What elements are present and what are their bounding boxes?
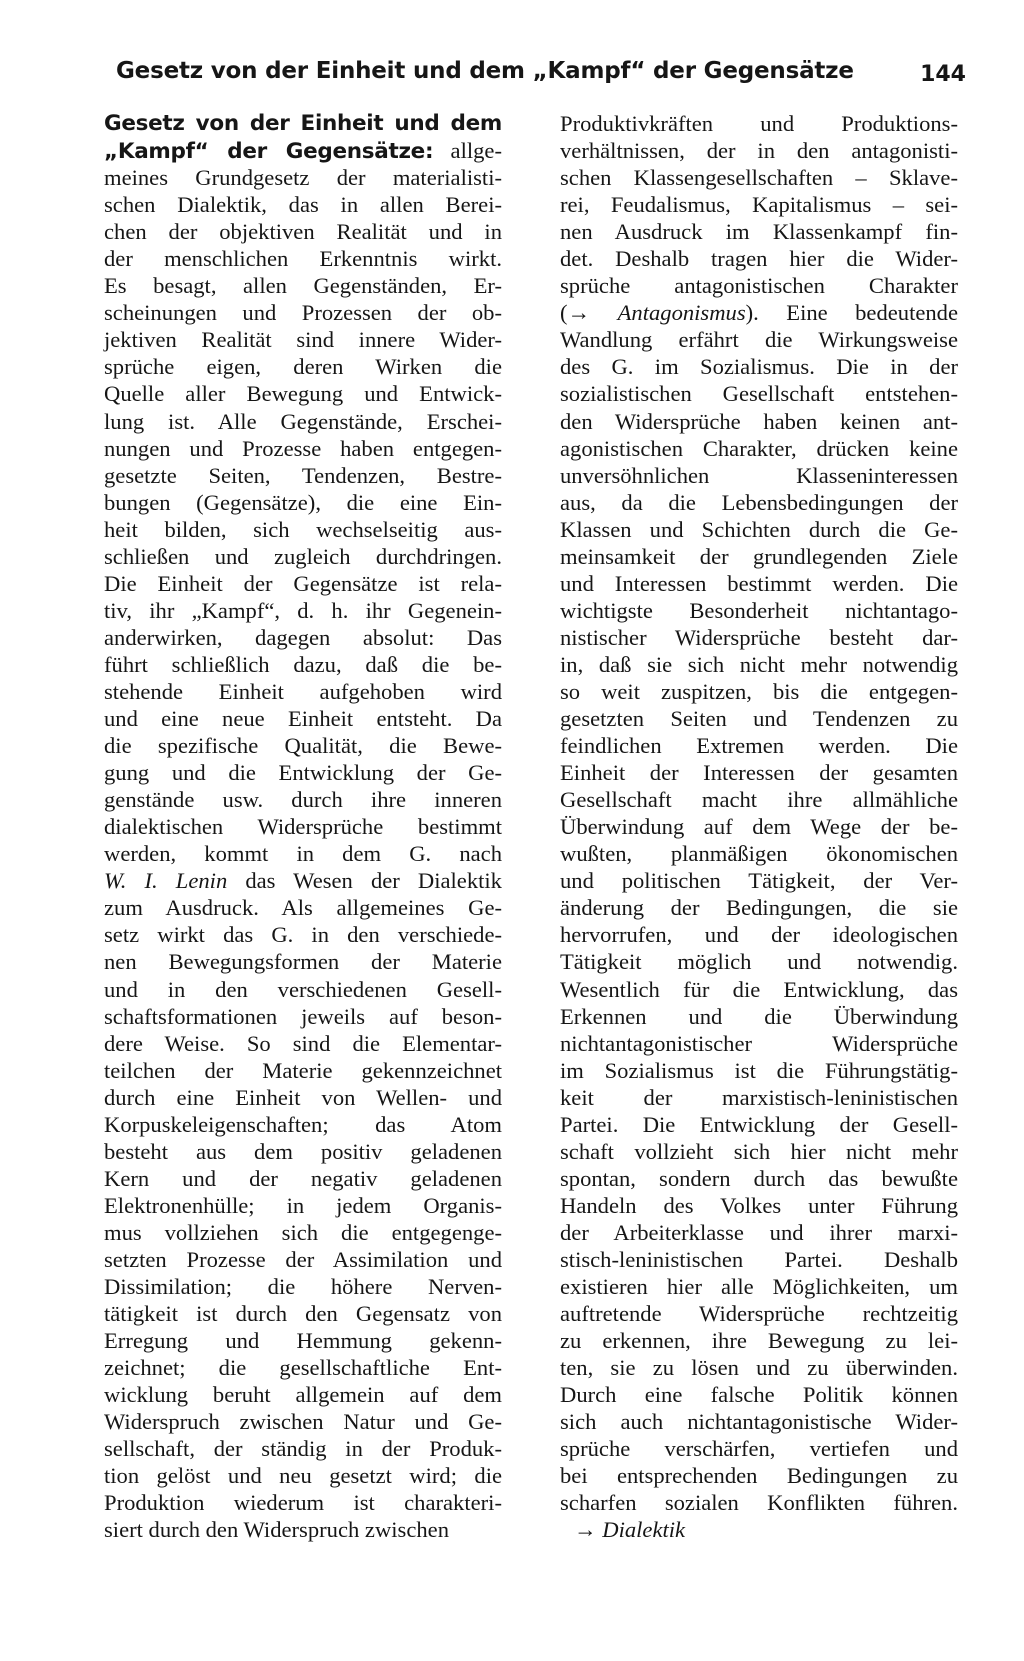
text-line: zum Ausdruck. Als allgemeines Ge- bbox=[104, 895, 502, 921]
text-line: des G. im Sozialismus. Die in der bbox=[560, 354, 958, 380]
cross-reference-antagonismus[interactable]: Antagonismus bbox=[617, 300, 746, 326]
text-line: nen Ausdruck im Klassenkampf fin- bbox=[560, 219, 958, 245]
text-line: setzten Prozesse der Assimilation und bbox=[104, 1246, 502, 1272]
text-line: die spezifische Qualität, die Bewe- bbox=[104, 733, 502, 759]
text-line: heit bilden, sich wechselseitig aus- bbox=[104, 516, 502, 542]
text-line: dialektischen Widersprüche bestimmt bbox=[104, 814, 502, 840]
text-line: keit der marxistisch-leninistischen bbox=[560, 1084, 958, 1110]
running-head-title: Gesetz von der Einheit und dem „Kampf“ der Gegensätze bbox=[116, 58, 854, 84]
open-paren: ( bbox=[560, 300, 568, 326]
text-line: und eine neue Einheit entsteht. Da bbox=[104, 706, 502, 732]
text-line: führt schließlich dazu, daß die be- bbox=[104, 651, 502, 677]
text-line: Partei. Die Entwicklung der Gesell- bbox=[560, 1111, 958, 1137]
text-line: scharfen sozialen Konflikten führen. bbox=[560, 1490, 958, 1516]
text-line: meinsamkeit der grundlegenden Ziele bbox=[560, 543, 958, 569]
text-line: Erkennen und die Überwindung bbox=[560, 1003, 958, 1029]
headword-line-2: „Kampf“ der Gegensätze: bbox=[104, 139, 434, 165]
text-line: jektiven Realität sind innere Wider- bbox=[104, 327, 502, 353]
text-line: auftretende Widersprüche rechtzeitig bbox=[560, 1301, 958, 1327]
text-line: Dissimilation; die höhere Nerven- bbox=[104, 1274, 502, 1300]
text-line: Einheit der Interessen der gesamten bbox=[560, 760, 958, 786]
text-line: änderung der Bedingungen, die sie bbox=[560, 895, 958, 921]
text-line: setz wirkt das G. in den verschiede- bbox=[104, 922, 502, 948]
text-line: Überwindung auf dem Wege der be- bbox=[560, 814, 958, 840]
text-line bbox=[104, 137, 502, 164]
text-line: Es besagt, allen Gegenständen, Er- bbox=[104, 273, 502, 299]
text-line: und Interessen bestimmt werden. Die bbox=[560, 570, 958, 596]
text-line: tiv, ihr „Kampf“, d. h. ihr Gegenein- bbox=[104, 597, 502, 623]
text-line: und in den verschiedenen Gesell- bbox=[104, 976, 502, 1002]
text-line: sozialistischen Gesellschaft entstehen- bbox=[560, 381, 958, 407]
text-line: Klassen und Schichten durch die Ge- bbox=[560, 516, 958, 542]
text-line: zeichnet; die gesellschaftliche Ent- bbox=[104, 1355, 502, 1381]
text-line: sich auch nichtantagonistische Wider- bbox=[560, 1409, 958, 1435]
text-line: stisch-leninistischen Partei. Deshalb bbox=[560, 1246, 958, 1272]
text-line: Widerspruch zwischen Natur und Ge- bbox=[104, 1409, 502, 1435]
text-line: gesetzten Seiten und Tendenzen zu bbox=[560, 706, 958, 732]
text-line: werden, kommt in dem G. nach bbox=[104, 841, 502, 867]
text-line: und politischen Tätigkeit, der Ver- bbox=[560, 868, 958, 894]
text-line: genstände usw. durch ihre inneren bbox=[104, 787, 502, 813]
text-line: Produktion wiederum ist charakteri- bbox=[104, 1490, 502, 1516]
see-also-line bbox=[560, 1516, 958, 1543]
text-line: Quelle aller Bewegung und Entwick- bbox=[104, 381, 502, 407]
text-line: schen Klassengesellschaften – Sklave- bbox=[560, 165, 958, 191]
text-line: dere Weise. So sind die Elementar- bbox=[104, 1030, 502, 1056]
text-line: det. Deshalb tragen hier die Wider- bbox=[560, 246, 958, 272]
text-line: zu erkennen, ihre Bewegung zu lei- bbox=[560, 1328, 958, 1354]
text-line: der menschlichen Erkenntnis wirkt. bbox=[104, 246, 502, 272]
text-line: tätigkeit ist durch den Gegensatz von bbox=[104, 1301, 502, 1327]
text-line: Kern und der negativ geladenen bbox=[104, 1165, 502, 1191]
text-line: Wandlung erfährt die Wirkungsweise bbox=[560, 327, 958, 353]
text-line: wicklung beruht allgemein auf dem bbox=[104, 1382, 502, 1408]
text-line: nichtantagonistischer Widersprüche bbox=[560, 1030, 958, 1056]
text-line: gung und die Entwicklung der Ge- bbox=[104, 760, 502, 786]
text-line: Die Einheit der Gegensätze ist rela- bbox=[104, 570, 502, 596]
text-line: Durch eine falsche Politik können bbox=[560, 1382, 958, 1408]
text-line: in, daß sie sich nicht mehr notwendig bbox=[560, 651, 958, 677]
text-line: aus, da die Lebensbedingungen der bbox=[560, 489, 958, 515]
see-also-arrow-icon: → bbox=[574, 1517, 597, 1543]
text-line: sprüche antagonistischen Charakter bbox=[560, 273, 958, 299]
text-line: durch eine Einheit von Wellen- und bbox=[104, 1084, 502, 1110]
text-line: feindlichen Extremen werden. Die bbox=[560, 733, 958, 759]
text-line bbox=[104, 867, 502, 894]
text-line: Handeln des Volkes unter Führung bbox=[560, 1192, 958, 1218]
text-line: im Sozialismus ist die Führungstätig- bbox=[560, 1057, 958, 1083]
cross-reference-arrow-icon: → bbox=[567, 300, 591, 326]
text-line: bungen (Gegensätze), die eine Ein- bbox=[104, 489, 502, 515]
text-line: Gesellschaft macht ihre allmähliche bbox=[560, 787, 958, 813]
text-line: nen Bewegungsformen der Materie bbox=[104, 949, 502, 975]
text-line: Erregung und Hemmung gekenn- bbox=[104, 1328, 502, 1354]
text-line: Produktivkräften und Produktions- bbox=[560, 111, 958, 136]
text-line: Korpuskeleigenschaften; das Atom bbox=[104, 1111, 502, 1137]
text-line: Elektronenhülle; in jedem Organis- bbox=[104, 1192, 502, 1218]
text-line: schließen und zugleich durchdringen. bbox=[104, 543, 502, 569]
text-line: ten, sie zu lösen und zu überwinden. bbox=[560, 1355, 958, 1381]
text-line: bei entsprechenden Bedingungen zu bbox=[560, 1463, 958, 1489]
text-line: wichtigste Besonderheit nichtantago- bbox=[560, 597, 958, 623]
text-line: den Widersprüche haben keinen ant- bbox=[560, 408, 958, 434]
running-header bbox=[116, 58, 966, 98]
text-line: stehende Einheit aufgehoben wird bbox=[104, 678, 502, 704]
text-line: sprüche verschärfen, vertiefen und bbox=[560, 1436, 958, 1462]
text-line: so weit zuspitzen, bis die entgegen- bbox=[560, 678, 958, 704]
text-line: mus vollziehen sich die entgegenge- bbox=[104, 1219, 502, 1245]
text-line: der Arbeiterklasse und ihrer marxi- bbox=[560, 1219, 958, 1245]
text-line: wußten, planmäßigen ökonomischen bbox=[560, 841, 958, 867]
text-line: gesetzte Seiten, Tendenzen, Bestre- bbox=[104, 462, 502, 488]
page-number: 144 bbox=[920, 62, 966, 87]
text-fragment: das Wesen der Dialektik bbox=[245, 868, 502, 894]
text-line: verhältnissen, der in den antagonisti- bbox=[560, 138, 958, 164]
text-line: tion gelöst und neu gesetzt wird; die bbox=[104, 1463, 502, 1489]
text-line: scheinungen und Prozessen der ob- bbox=[104, 300, 502, 326]
right-column bbox=[560, 110, 958, 1543]
text-line: meines Grundgesetz der materialisti- bbox=[104, 165, 502, 191]
text-line: sellschaft, der ständig in der Produk- bbox=[104, 1436, 502, 1462]
text-line: unversöhnlichen Klasseninteressen bbox=[560, 462, 958, 488]
text-line: anderwirken, dagegen absolut: Das bbox=[104, 624, 502, 650]
text-line: chen der objektiven Realität und in bbox=[104, 219, 502, 245]
text-fragment: ). Eine bedeutende bbox=[745, 300, 959, 326]
text-line bbox=[560, 299, 958, 326]
text-line: Tätigkeit möglich und notwendig. bbox=[560, 949, 958, 975]
text-line: siert durch den Widerspruch zwischen bbox=[104, 1517, 449, 1543]
text-line: nistischer Widersprüche besteht dar- bbox=[560, 624, 958, 650]
person-reference-lenin: W. I. Lenin bbox=[104, 868, 228, 894]
headword-line-1: Gesetz von der Einheit und dem bbox=[104, 111, 502, 136]
text-line: rei, Feudalismus, Kapitalismus – sei- bbox=[560, 192, 958, 218]
left-column bbox=[104, 110, 502, 1543]
text-line: nungen und Prozesse haben entgegen- bbox=[104, 435, 502, 461]
text-line: schen Dialektik, das in allen Berei- bbox=[104, 192, 502, 218]
text-line: hervorrufen, und der ideologischen bbox=[560, 922, 958, 948]
text-line: spontan, sondern durch das bewußte bbox=[560, 1165, 958, 1191]
text-fragment: allge- bbox=[450, 138, 502, 164]
text-line: schaft vollzieht sich hier nicht mehr bbox=[560, 1138, 958, 1164]
text-line: schaftsformationen jeweils auf beson- bbox=[104, 1003, 502, 1029]
text-line: sprüche eigen, deren Wirken die bbox=[104, 354, 502, 380]
text-line: teilchen der Materie gekennzeichnet bbox=[104, 1057, 502, 1083]
text-line: existieren hier alle Möglichkeiten, um bbox=[560, 1274, 958, 1300]
cross-reference-dialektik[interactable]: Dialektik bbox=[602, 1517, 686, 1543]
text-line: besteht aus dem positiv geladenen bbox=[104, 1138, 502, 1164]
text-line: agonistischen Charakter, drücken keine bbox=[560, 435, 958, 461]
text-line: lung ist. Alle Gegenstände, Erschei- bbox=[104, 408, 502, 434]
text-line: Wesentlich für die Entwicklung, das bbox=[560, 976, 958, 1002]
